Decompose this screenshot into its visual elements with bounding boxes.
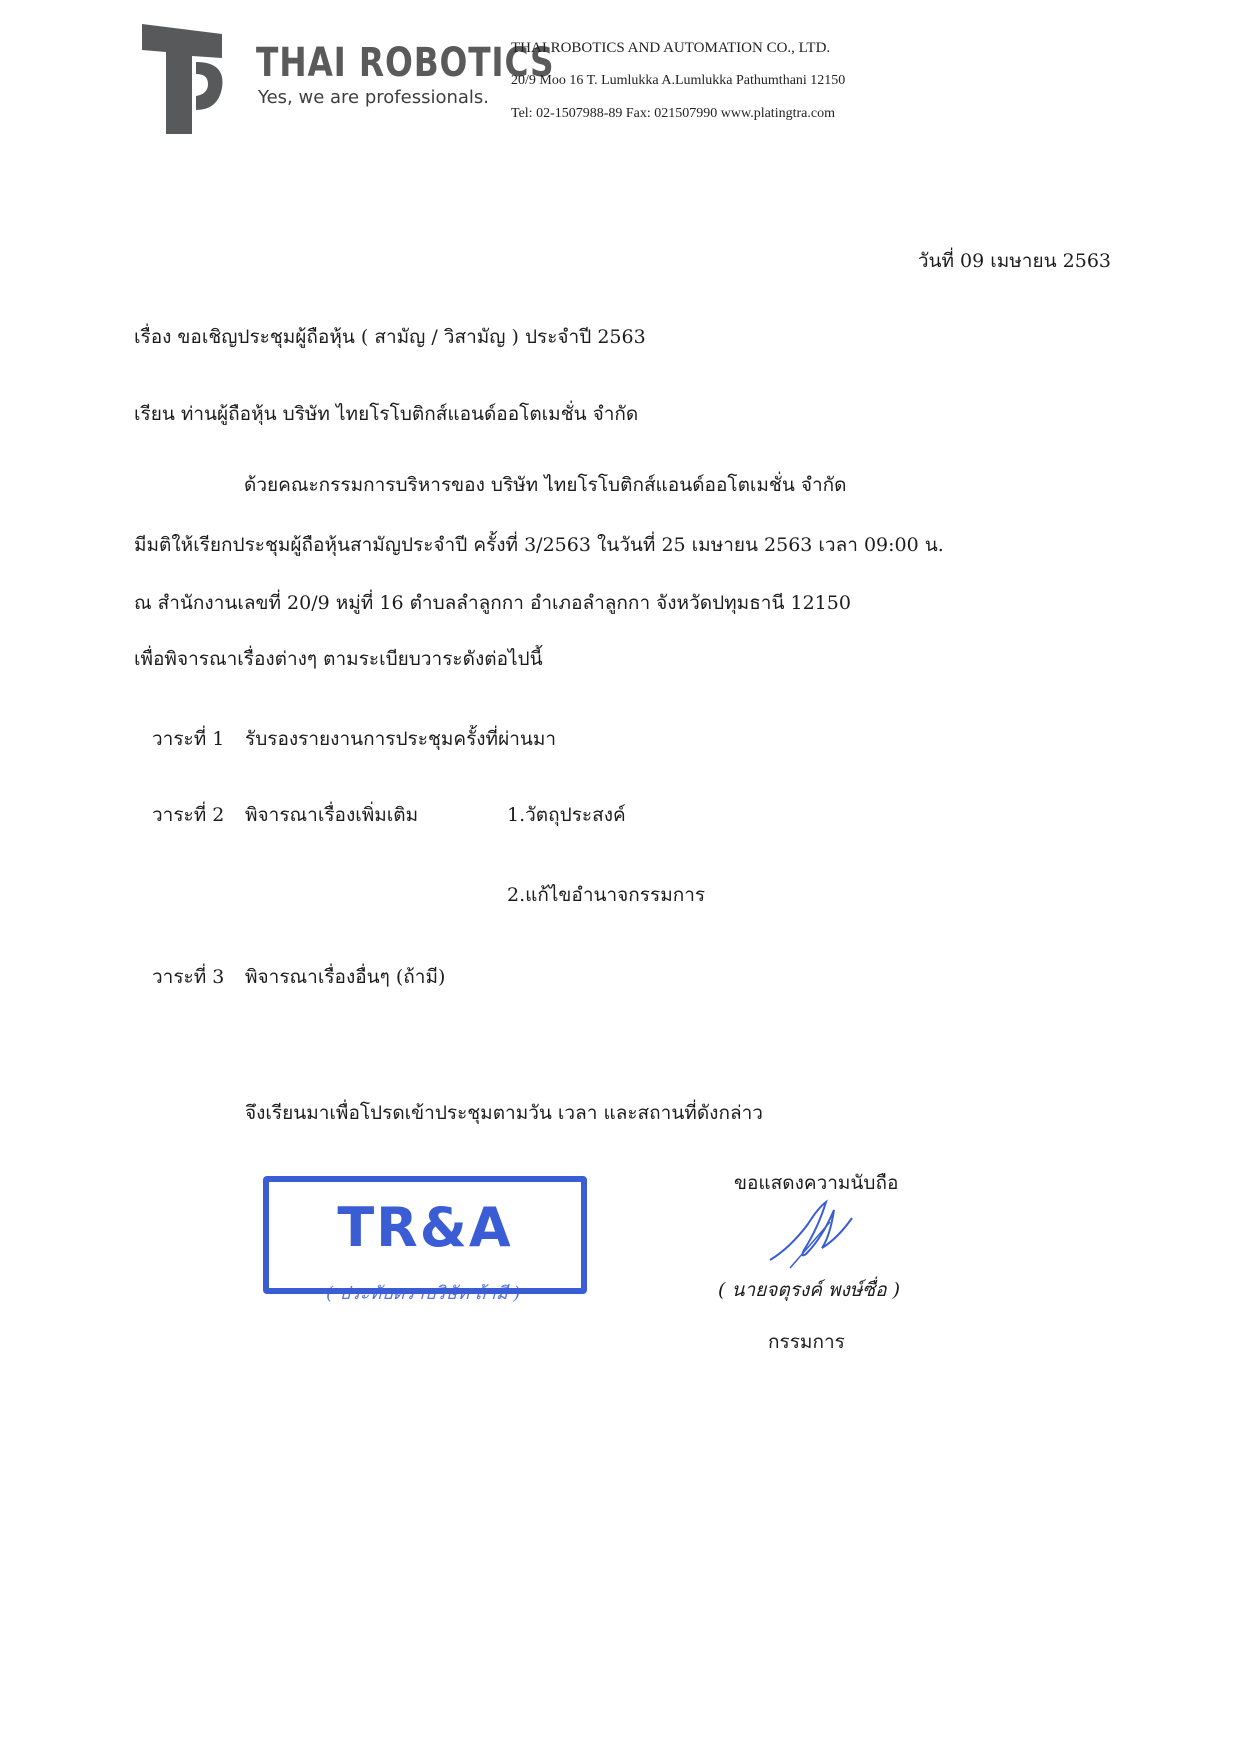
- company-stamp: [263, 1176, 587, 1294]
- agenda-subitem: 2.แก้ไขอำนาจกรรมการ: [507, 884, 706, 906]
- stamp-caption: ( ประทับตราบริษัท ถ้ามี ): [326, 1283, 521, 1304]
- agenda-number: วาระที่ 1: [152, 728, 225, 750]
- letter-subject: เรื่อง ขอเชิญประชุมผู้ถือหุ้น ( สามัญ / วิสามัญ ) ประจำปี 2563: [134, 326, 646, 348]
- signer-title: กรรมการ: [768, 1331, 845, 1353]
- signature-icon: [760, 1188, 870, 1278]
- body-paragraph-line: มีมติให้เรียกประชุมผู้ถือหุ้นสามัญประจำปี ครั้งที่ 3/2563 ในวันที่ 25 เมษายน 2563 เวลา 09:00 น.: [134, 534, 944, 556]
- letter-salutation: เรียน ท่านผู้ถือหุ้น บริษัท ไทยโรโบติกส์แอนด์ออโตเมชั่น จำกัด: [134, 403, 639, 425]
- body-paragraph-line: ด้วยคณะกรรมการบริหารของ บริษัท ไทยโรโบติกส์แอนด์ออโตเมชั่น จำกัด: [244, 474, 847, 496]
- regards-line: ขอแสดงความนับถือ: [734, 1172, 899, 1194]
- company-address: 20/9 Moo 16 T. Lumlukka A.Lumlukka Pathumthani 12150: [511, 73, 846, 88]
- company-name: THAI ROBOTICS AND AUTOMATION CO., LTD.: [511, 40, 831, 56]
- company-logo-icon: [136, 18, 228, 140]
- company-contact: Tel: 02-1507988-89 Fax: 021507990 www.platingtra.com: [511, 106, 835, 121]
- closing-line: จึงเรียนมาเพื่อโปรดเข้าประชุมตามวัน เวลา และสถานที่ดังกล่าว: [245, 1102, 763, 1124]
- brand-tagline: Yes, we are professionals.: [258, 87, 490, 108]
- agenda-title: รับรองรายงานการประชุมครั้งที่ผ่านมา: [245, 728, 557, 750]
- body-paragraph-line: เพื่อพิจารณาเรื่องต่างๆ ตามระเบียบวาระดังต่อไปนี้: [134, 648, 543, 670]
- agenda-subitem: 1.วัตถุประสงค์: [507, 804, 626, 826]
- body-paragraph-line: ณ สำนักงานเลขที่ 20/9 หมู่ที่ 16 ตำบลลำลูกกา อำเภอลำลูกกา จังหวัดปทุมธานี 12150: [134, 592, 851, 614]
- agenda-number: วาระที่ 3: [152, 966, 225, 988]
- stamp-text: TR&A: [337, 1196, 513, 1259]
- letter-date: วันที่ 09 เมษายน 2563: [917, 250, 1111, 272]
- agenda-number: วาระที่ 2: [152, 804, 225, 826]
- signer-name: ( นายจตุรงค์ พงษ์ซื่อ ): [718, 1279, 901, 1301]
- agenda-title: พิจารณาเรื่องอื่นๆ (ถ้ามี): [245, 966, 446, 988]
- brand-name: THAI ROBOTICS: [256, 40, 555, 86]
- agenda-title: พิจารณาเรื่องเพิ่มเติม: [245, 804, 419, 826]
